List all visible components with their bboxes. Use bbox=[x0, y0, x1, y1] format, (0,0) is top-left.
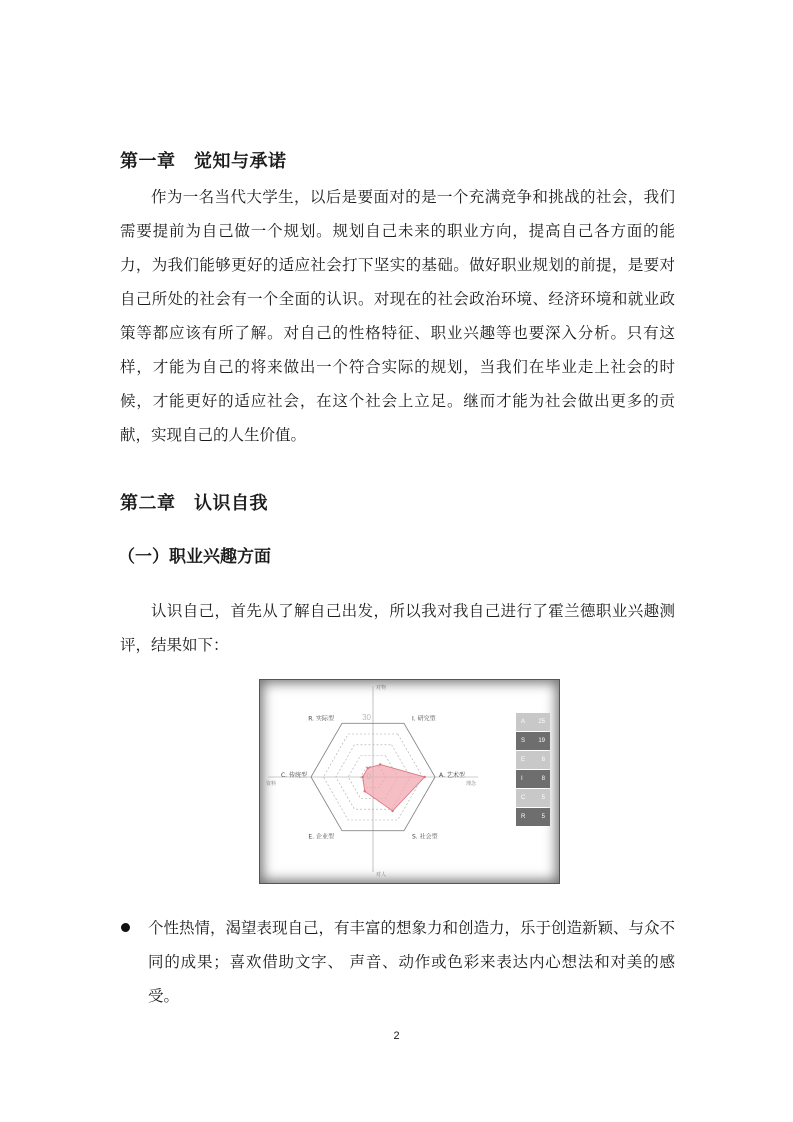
axis-title-top: 对物 bbox=[376, 685, 387, 691]
legend-code: I bbox=[521, 776, 523, 782]
legend-code: C bbox=[521, 795, 526, 801]
axis-label-5: R. 实际型 bbox=[308, 715, 334, 723]
legend-code: R bbox=[521, 814, 526, 820]
chapter1-paragraph: 作为一名当代大学生，以后是要面对的是一个充满竞争和挑战的社会，我们需要提前为自己做一个规划。规划自己未来的职业方向，提高自己各方面的能力，为我们能够更好的适应社会打下坚实的基础。做好职业规划的前提，是要对自己所处的社会有一个全面的认识。对现在的社会政治环境、经济环境和就业政策等都应该有所了解。对自己的性格特征、职业兴趣等也要深入分析。只有这样，才能为自己的将来做出一个符合实际的规划，当我们在毕业走上社会的时候，才能更好的适应社会，在这个社会上立足。继而才能为社会做出更多的贡献，实现自己的人生价值。 bbox=[120, 188, 675, 444]
legend-row-I bbox=[516, 770, 550, 788]
data-point-3 bbox=[364, 790, 366, 792]
legend-row-R bbox=[516, 808, 550, 826]
bullet-dot bbox=[121, 923, 130, 932]
radar-chart bbox=[260, 680, 559, 883]
data-series-polygon bbox=[363, 765, 425, 812]
scale-max-label: 30 bbox=[362, 713, 371, 722]
legend-score: 8 bbox=[541, 776, 545, 782]
axis-title-right: 理念 bbox=[466, 781, 477, 787]
legend-code: E bbox=[521, 757, 526, 763]
scale-zero-label: 0 bbox=[366, 772, 371, 781]
legend-score: 5 bbox=[541, 814, 545, 820]
data-point-1 bbox=[424, 776, 426, 778]
legend-code: A bbox=[521, 719, 526, 725]
axis-label-1: A. 艺术型 bbox=[439, 772, 465, 779]
data-point-5 bbox=[367, 767, 369, 769]
legend-score: 5 bbox=[541, 795, 545, 801]
data-point-4 bbox=[362, 776, 364, 778]
legend-row-A bbox=[516, 713, 550, 731]
axis-label-4: C. 传统型 bbox=[280, 772, 307, 779]
chapter2-title: 第二章 认识自我 bbox=[120, 493, 268, 514]
data-point-2 bbox=[391, 810, 393, 812]
axis-label-2: S. 社会型 bbox=[412, 833, 438, 841]
axis-label-3: E. 企业型 bbox=[308, 833, 334, 841]
bullet-paragraph: 个性热情，渴望表现自己，有丰富的想象力和创造力，乐于创造新颖、与众不同的成果；喜欢借助文字、 声音、动作或色彩来表达内心想法和对美的感受。 bbox=[148, 919, 676, 1005]
section1-title: （一）职业兴趣方面 bbox=[118, 547, 271, 567]
holland-radar-figure bbox=[259, 679, 560, 884]
legend-score: 8 bbox=[541, 757, 545, 763]
axis-label-0: I. 研究型 bbox=[412, 715, 436, 723]
legend-row-E bbox=[516, 751, 550, 769]
legend-score: 25 bbox=[538, 719, 545, 725]
section1-intro: 认识自己，首先从了解自己出发，所以我对我自己进行了霍兰德职业兴趣测评，结果如下： bbox=[120, 602, 675, 654]
chapter1-title: 第一章 觉知与承诺 bbox=[120, 151, 287, 172]
axis-title-bottom: 对人 bbox=[376, 872, 387, 878]
legend-row-S bbox=[516, 732, 550, 750]
axis-title-left: 资料 bbox=[266, 781, 277, 787]
data-point-0 bbox=[379, 763, 381, 765]
legend-code: S bbox=[521, 738, 526, 744]
legend-row-C bbox=[516, 789, 550, 807]
radar-legend bbox=[516, 713, 550, 827]
page-number: 2 bbox=[393, 1030, 400, 1042]
legend-score: 19 bbox=[538, 738, 545, 744]
